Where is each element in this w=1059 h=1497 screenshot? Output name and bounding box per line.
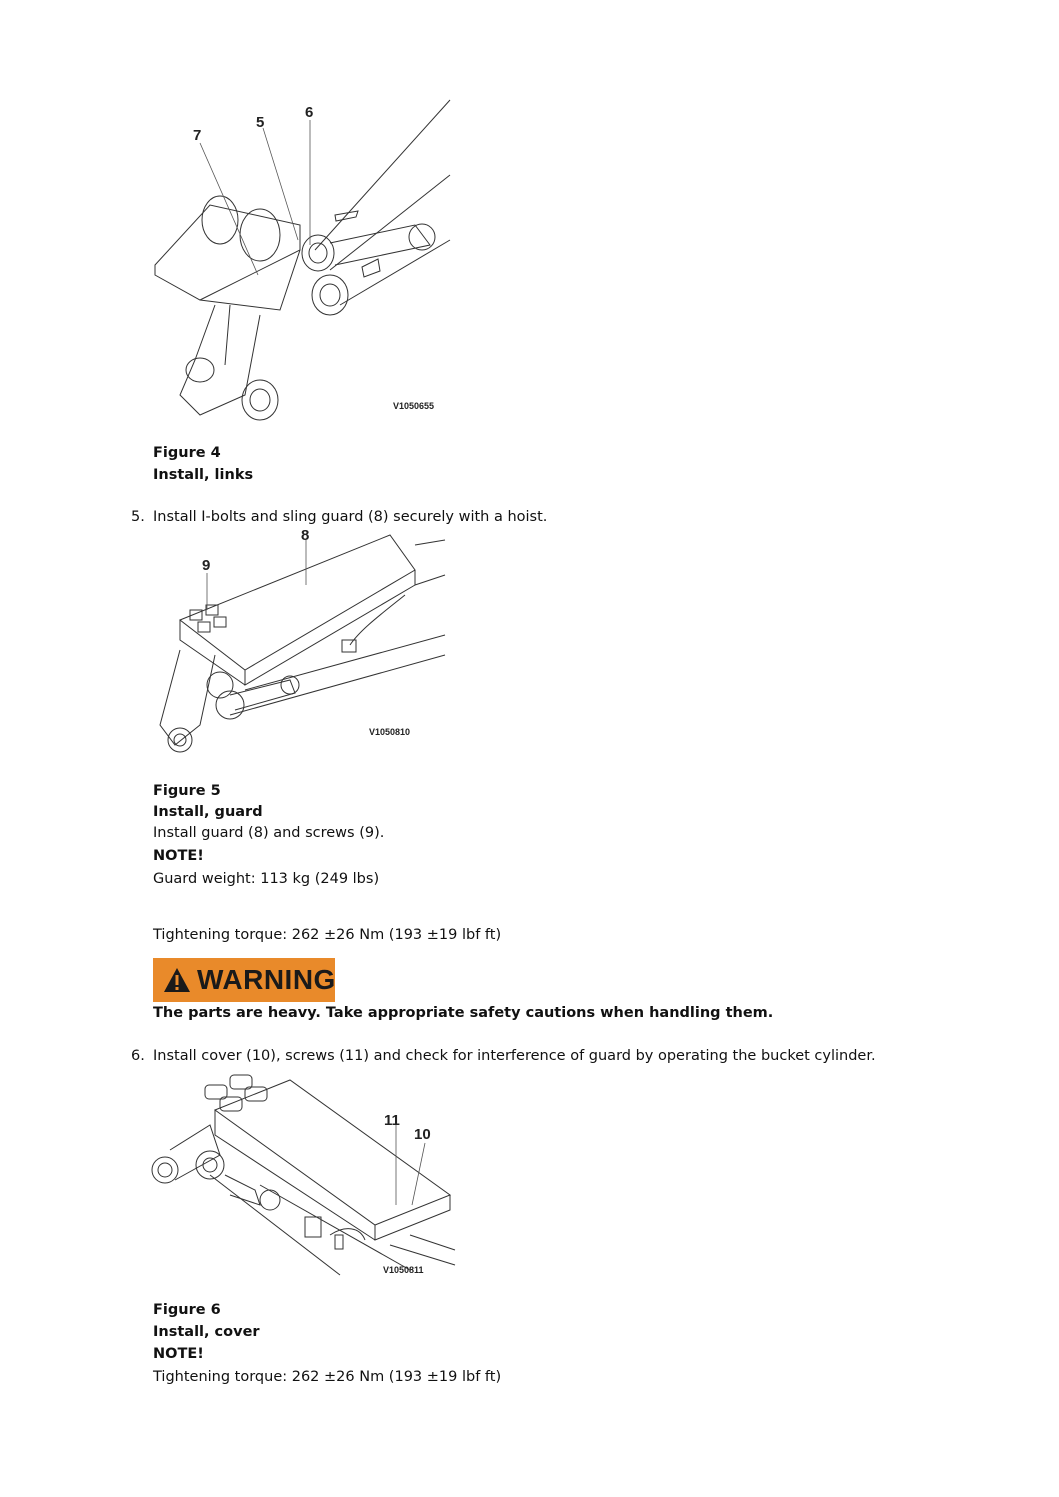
figure-5-body: Install guard (8) and screws (9). [153,825,385,841]
figure-5-label: Figure 5 [153,783,221,799]
note-label: NOTE! [153,848,204,864]
note-label: NOTE! [153,1346,204,1362]
image-code: V1050811 [383,1265,424,1275]
figure-6-title: Install, cover [153,1324,260,1340]
figure-6-label: Figure 6 [153,1302,221,1318]
step-6-number: 6. [131,1048,145,1064]
figure-4-label: Figure 4 [153,445,221,461]
figure-4-illustration [140,95,460,430]
torque-text: Tightening torque: 262 ±26 Nm (193 ±19 lbf ft) [153,1369,502,1385]
callout-5: 5 [256,114,265,131]
callout-7: 7 [193,127,202,144]
step-6-text: Install cover (10), screws (11) and check for interference of guard by operating the bucket cylinder. [153,1048,876,1064]
note-text: Guard weight: 113 kg (249 lbs) [153,871,380,887]
callout-9: 9 [202,557,211,574]
figure-5-illustration [150,525,450,765]
image-code: V1050655 [393,401,435,411]
callout-10: 10 [414,1126,431,1143]
image-code: V1050810 [369,727,411,737]
warning-banner [153,958,335,1002]
callout-6: 6 [305,104,314,121]
torque-text: Tightening torque: 262 ±26 Nm (193 ±19 lbf ft) [153,927,502,943]
step-5-text: Install I-bolts and sling guard (8) securely with a hoist. [153,509,548,525]
warning-triangle-icon [163,967,191,993]
figure-4-title: Install, links [153,467,254,483]
figure-6-illustration [150,1065,460,1285]
warning-word: WARNING [197,964,336,995]
step-5-number: 5. [131,509,145,525]
figure-5-title: Install, guard [153,804,263,820]
callout-8: 8 [301,527,310,544]
warning-text: The parts are heavy. Take appropriate safety cautions when handling them. [153,1005,774,1021]
callout-11: 11 [384,1112,400,1129]
